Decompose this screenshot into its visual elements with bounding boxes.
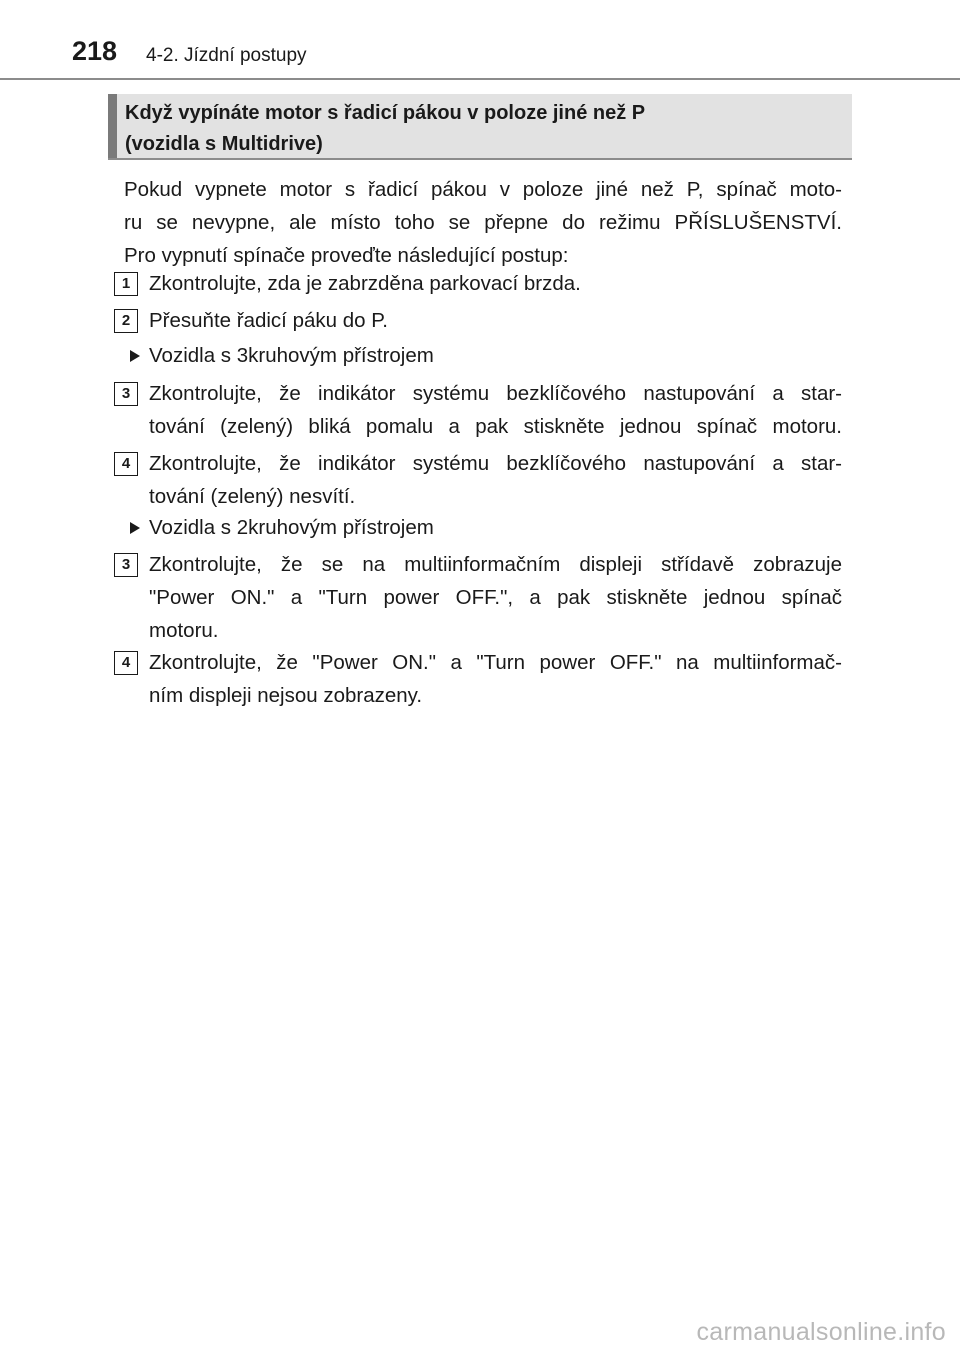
watermark: carmanualsonline.info <box>696 1318 946 1346</box>
intro-line: Pokud vypnete motor s řadicí pákou v poloze jiné než P, spínač moto- <box>124 178 842 201</box>
variant-label: Vozidla s 3kruhovým přístrojem <box>149 344 434 367</box>
section-title <box>125 98 832 160</box>
step-text-line: "Power ON." a "Turn power OFF.", a pak stiskněte jednou spínač <box>149 586 842 609</box>
triangle-bullet-icon <box>130 522 140 534</box>
section-title-bar <box>108 94 117 158</box>
step-text-line: ním displeji nejsou zobrazeny. <box>149 684 423 707</box>
step-text-line: tování (zelený) bliká pomalu a pak stiskněte jednou spínač motoru. <box>149 415 842 438</box>
step-text-line: Zkontrolujte, že indikátor systému bezklíčového nastupování a star- <box>149 382 842 405</box>
step-text: Zkontrolujte, zda je zabrzděna parkovací brzda. <box>149 272 581 295</box>
section-title-line: Když vypínáte motor s řadicí pákou v poloze jiné než P <box>125 102 646 124</box>
section-title-line: (vozidla s Multidrive) <box>125 133 323 155</box>
step-number-badge: 3 <box>114 553 138 577</box>
step-text-line: Zkontrolujte, že "Power ON." a "Turn power OFF." na multiinformač- <box>149 651 842 674</box>
step-number-badge: 4 <box>114 452 138 476</box>
step-text <box>149 646 842 712</box>
intro-line: Pro vypnutí spínače proveďte následující postup: <box>124 244 569 267</box>
intro-line: ru se nevypne, ale místo toho se přepne do režimu PŘÍSLUŠENSTVÍ. <box>124 211 842 234</box>
intro-paragraph <box>124 173 842 272</box>
step-text <box>149 548 842 647</box>
triangle-bullet-icon <box>130 350 140 362</box>
step-text-line: motoru. <box>149 619 219 642</box>
step-number-badge: 4 <box>114 651 138 675</box>
step-number-badge: 2 <box>114 309 138 333</box>
step-number-badge: 1 <box>114 272 138 296</box>
step-text: Přesuňte řadicí páku do P. <box>149 309 388 332</box>
step-text <box>149 377 842 443</box>
step-text-line: Zkontrolujte, že se na multiinformačním displeji střídavě zobrazuje <box>149 553 842 576</box>
step-number-badge: 3 <box>114 382 138 406</box>
section-title-box <box>108 94 852 160</box>
variant-label: Vozidla s 2kruhovým přístrojem <box>149 516 434 539</box>
page-number: 218 <box>72 36 118 66</box>
step-text-line: Zkontrolujte, že indikátor systému bezklíčového nastupování a star- <box>149 452 842 475</box>
header-rule <box>0 78 960 80</box>
section-reference: 4-2. Jízdní postupy <box>146 45 307 66</box>
step-text <box>149 447 842 513</box>
step-text-line: tování (zelený) nesvítí. <box>149 485 356 508</box>
